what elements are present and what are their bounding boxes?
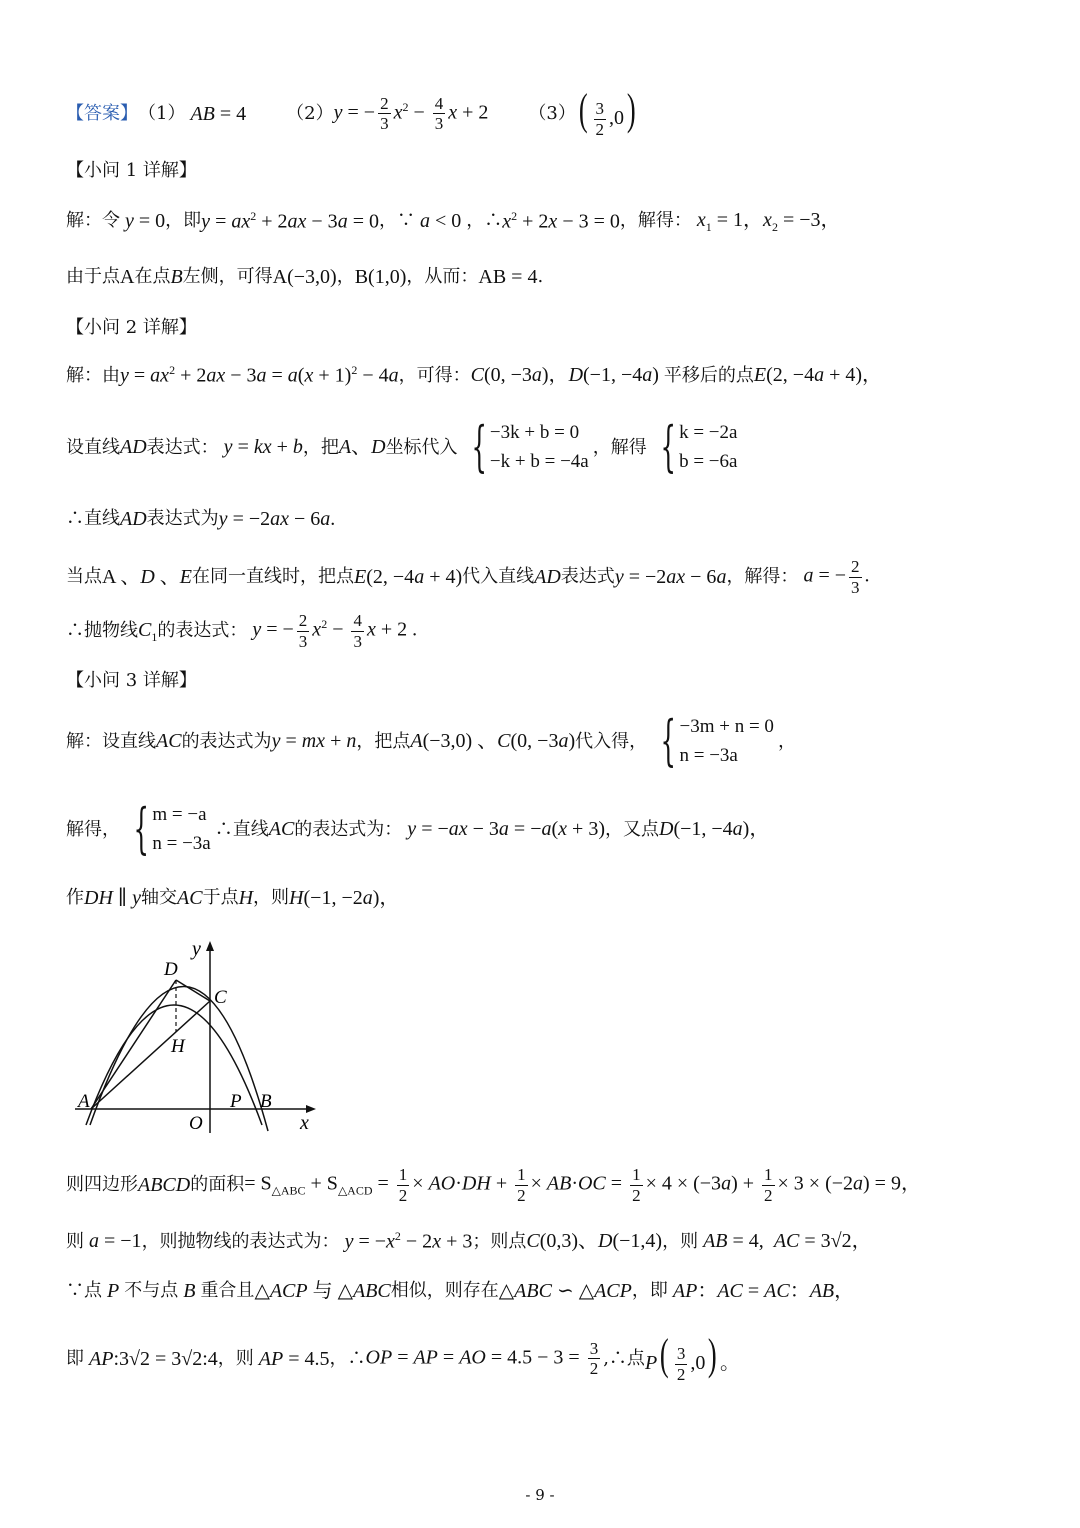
label-B: B <box>260 1091 272 1112</box>
q3-system-1: { −3m + n = 0 n = −3a <box>660 709 774 773</box>
q2-line3: ∴直线 AD 表达式为 y = −2ax − 6a. <box>66 508 336 530</box>
q2-line2: 设直线 AD 表达式： y = kx + b ，把 A、D 坐标代入 { −3k + b = 0 −k + b = −4a ，解得 { k = −2a b = −6a <box>66 415 738 479</box>
label-H: H <box>171 1036 185 1057</box>
label-y: y <box>192 938 201 960</box>
label-P: P <box>230 1091 242 1112</box>
q3-line2: 解得， { m = −a n = −3a ∴直线 AC 的表达式为： y = −ax − 3a = −a(x + 3) ，又点 D(−1, −4a)， <box>66 797 770 861</box>
page-number: - 9 - <box>525 1486 555 1504</box>
q3-line3: 作 DH ∥ y 轴交 AC 于点 H ，则 H(−1, −2a)， <box>66 887 400 909</box>
q1-line2: 由于点 A 在点 B 左侧，可得 A(−3,0) ， B(1,0) ，从而： AB = 4 . <box>66 266 544 288</box>
q3-line6: ∵点 P 不与点 B 重合且 △ACP 与 △ABC 相似，则存在 △ABC ∽ △ACP ，即 AP：AC = AC：AB， <box>66 1280 855 1302</box>
q1-line1: 解：令 y = 0 ，即 $y = ax^2 + 2ax - 3a = 0$ ，∵ a < 0 ，∴ $x^2 + 2x - 3 = 0$ ，解得： $x_1 = 1$，$x_2 = -3$， <box>66 208 841 234</box>
q3-heading: 【小问 3 详解】 <box>66 670 197 691</box>
q3-system-2: { m = −a n = −3a <box>133 797 211 861</box>
answer-tag: 【答案】 <box>66 102 138 124</box>
label-C: C <box>214 987 227 1008</box>
label-O: O <box>189 1113 203 1134</box>
q3-line5: 则 a = −1 ，则抛物线的表达式为： $y = -x^2 - 2x + 3$ ；则点 C(0,3)、D(−1,4) ，则 AB = 4, AC = 3√2， <box>66 1229 872 1253</box>
q2-line4: 当点 A 、D 、E 在同一直线时，把点 E(2, −4a + 4) 代入直线 AD 表达式 y = −2ax − 6a ，解得： a = − $\frac{2}{3}$ . <box>66 557 870 597</box>
segment-AD <box>91 980 176 1109</box>
q2-system-1: { −3k + b = 0 −k + b = −4a <box>471 415 589 479</box>
answer-3: ( $\frac{3}{2}$ ,0) <box>578 85 636 139</box>
segment-DC <box>176 980 210 1001</box>
q3-line7: 即 AP:3√2 = 3√2:4 ，则 AP = 4.5 ，∴ OP = AP = AO = 4.5 − 3 = $\frac{3}{2}$ ,∴点 P( $\frac{3}{2}$ ,0) 。 <box>66 1330 740 1384</box>
y-axis-arrow <box>206 941 214 951</box>
segment-AC <box>91 1001 210 1109</box>
answer-2: y = − $\frac{2}{3}$ $x^2$ − $\frac{4}{3}$ x + 2 <box>333 93 489 134</box>
answer-1: AB = 4 <box>190 102 247 125</box>
label-A: A <box>78 1091 90 1112</box>
q1-heading: 【小问 1 详解】 <box>66 160 197 181</box>
q2-line1: 解：由 $y = ax^2 + 2ax - 3a = a(x + 1)^2 - 4a$ ，可得： C(0, −3a)，D(−1, −4a) 平移后的点 E(2, −4a + 4)， <box>66 363 883 387</box>
q3-line4: 则四边形 ABCD 的面积 = $S_{\triangle ABC} + S_{\triangle ACD}$ = $\frac{1}{2}$ × AO·DH + $\frac{1}{2}$ × AB·OC = $\frac{1}{2}$ × 4 × (−3a) + $\frac{1}{2}$ × 3 × (−2a) = 9， <box>66 1165 921 1205</box>
q3-line1: 解：设直线 AC 的表达式为 y = mx + n ，把点 A(−3,0) 、C(0, −3a) 代入得， { −3m + n = 0 n = −3a ， <box>66 709 796 773</box>
answer-line: 【答案】 （1） AB = 4 （2） y = − $\frac{2}{3}$ $x^2$ − $\frac{4}{3}$ x + 2 （3） ( $\frac{3}{2}$ ,0) <box>66 88 1040 139</box>
label-x: x <box>300 1112 309 1134</box>
q2-system-2: { k = −2a b = −6a <box>660 415 738 479</box>
q2-heading: 【小问 2 详解】 <box>66 317 197 338</box>
label-D: D <box>164 959 178 980</box>
q2-line5: ∴抛物线 $C_1$ 的表达式： y = − $\frac{2}{3}$ $x^2$ − $\frac{4}{3}$ x + 2 . <box>66 611 418 651</box>
parabola-figure <box>60 935 330 1140</box>
